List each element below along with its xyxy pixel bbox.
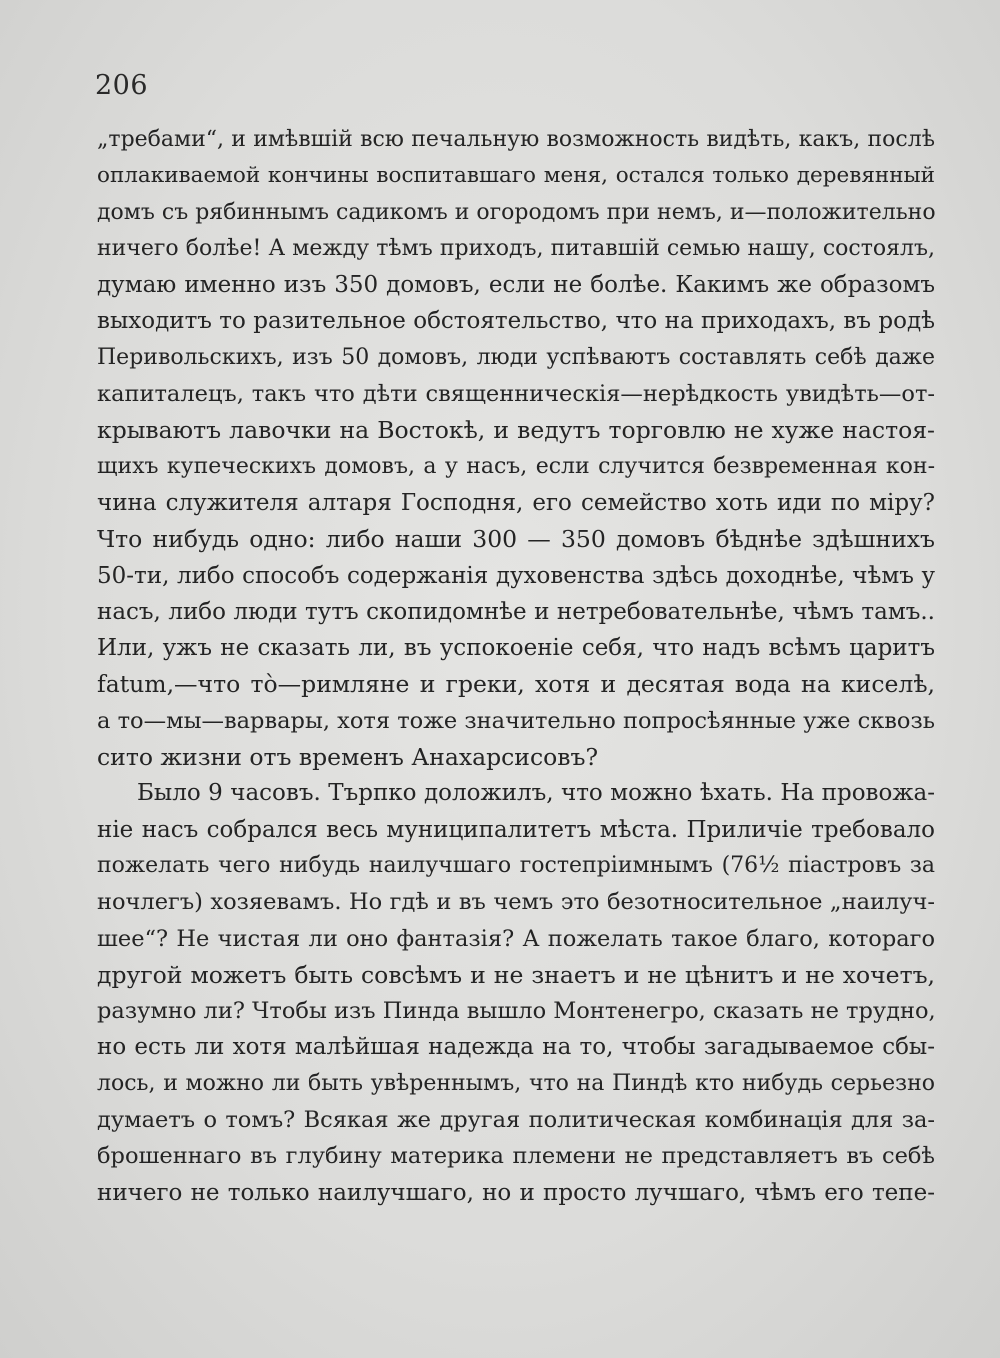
text-line: шее“? Не чистая ли оно фантазія? А пожелать такое благо, котораго [97, 925, 935, 952]
text-line: ничего не только наилучшаго, но и просто лучшаго, чѣмъ его тепе- [97, 1179, 935, 1206]
text-line: чина служителя алтаря Господня, его семейство хоть иди по міру? [97, 489, 935, 516]
text-line: думаю именно изъ 350 домовъ, если не болѣе. Какимъ же образомъ [97, 272, 935, 299]
text-line: домъ съ рябиннымъ садикомъ и огородомъ при немъ, и—положительно [97, 199, 936, 225]
text-line: насъ, либо люди тутъ скопидомнѣе и нетребовательнѣе, чѣмъ тамъ.. [97, 598, 935, 625]
text-line: другой можетъ быть совсѣмъ и не знаетъ и не цѣнитъ и не хочетъ, [97, 960, 935, 989]
text-line: Было 9 часовъ. Търпко доложилъ, что можно ѣхать. На провожа- [137, 780, 935, 807]
text-line: ніе насъ собрался весь муниципалитетъ мѣста. Приличіе требовало [97, 816, 935, 843]
text-line: ночлегъ) хозяевамъ. Но гдѣ и въ чемъ это безотносительное „наилуч- [97, 889, 935, 916]
text-line: пожелать чего нибудь наилучшаго гостепріимнымъ (76½ піастровъ за [97, 852, 935, 878]
page-number: 206 [95, 70, 149, 101]
text-line: ничего болѣе! А между тѣмъ приходъ, питавшій семью нашу, состоялъ, [97, 235, 935, 261]
body-text [97, 122, 935, 1211]
text-line: капиталецъ, такъ что дѣти священническія—нерѣдкость увидѣть—от- [97, 381, 935, 408]
text-line: Или, ужъ не сказать ли, въ успокоеніе себя, что надъ всѣмъ царитъ [97, 635, 935, 662]
text-line: крываютъ лавочки на Востокѣ, и ведутъ торговлю не хуже настоя- [97, 416, 935, 445]
text-line: разумно ли? Чтобы изъ Пинда вышло Монтенегро, сказать не трудно, [97, 998, 936, 1025]
text-line: но есть ли хотя малѣйшая надежда на то, чтобы загадываемое сбы- [97, 1034, 935, 1061]
text-line: Перивольскихъ, изъ 50 домовъ, люди успѣваютъ составлять себѣ даже [97, 344, 935, 370]
text-line: лось, и можно ли быть увѣреннымъ, что на Пиндѣ кто нибудь серьезно [97, 1070, 935, 1096]
text-line: „требами“, и имѣвшій всю печальную возможность видѣть, какъ, послѣ [97, 127, 935, 152]
text-line: выходитъ то разительное обстоятельство, что на приходахъ, въ родѣ [97, 308, 935, 335]
text-line: сито жизни отъ временъ Анахарсисовъ? [97, 743, 599, 772]
text-line: 50-ти, либо способъ содержанія духовенства здѣсь доходнѣе, чѣмъ у [97, 562, 935, 589]
text-line: Что нибудь одно: либо наши 300 — 350 домовъ бѣднѣе здѣшнихъ [97, 525, 935, 554]
text-line: думаетъ о томъ? Всякая же другая политическая комбинація для за- [97, 1107, 935, 1134]
text-line: оплакиваемой кончины воспитавшаго меня, остался только деревянный [97, 163, 935, 189]
text-line: fatum,—что тò—римляне и греки, хотя и десятая вода на киселѣ, [97, 670, 935, 699]
text-line: брошеннаго въ глубину материка племени не представляетъ въ себѣ [97, 1143, 935, 1170]
text-line: щихъ купеческихъ домовъ, а у насъ, если случится безвременная кон- [97, 453, 935, 479]
text-line: а то—мы—варвары, хотя тоже значительно попросѣянные уже сквозь [97, 707, 935, 734]
